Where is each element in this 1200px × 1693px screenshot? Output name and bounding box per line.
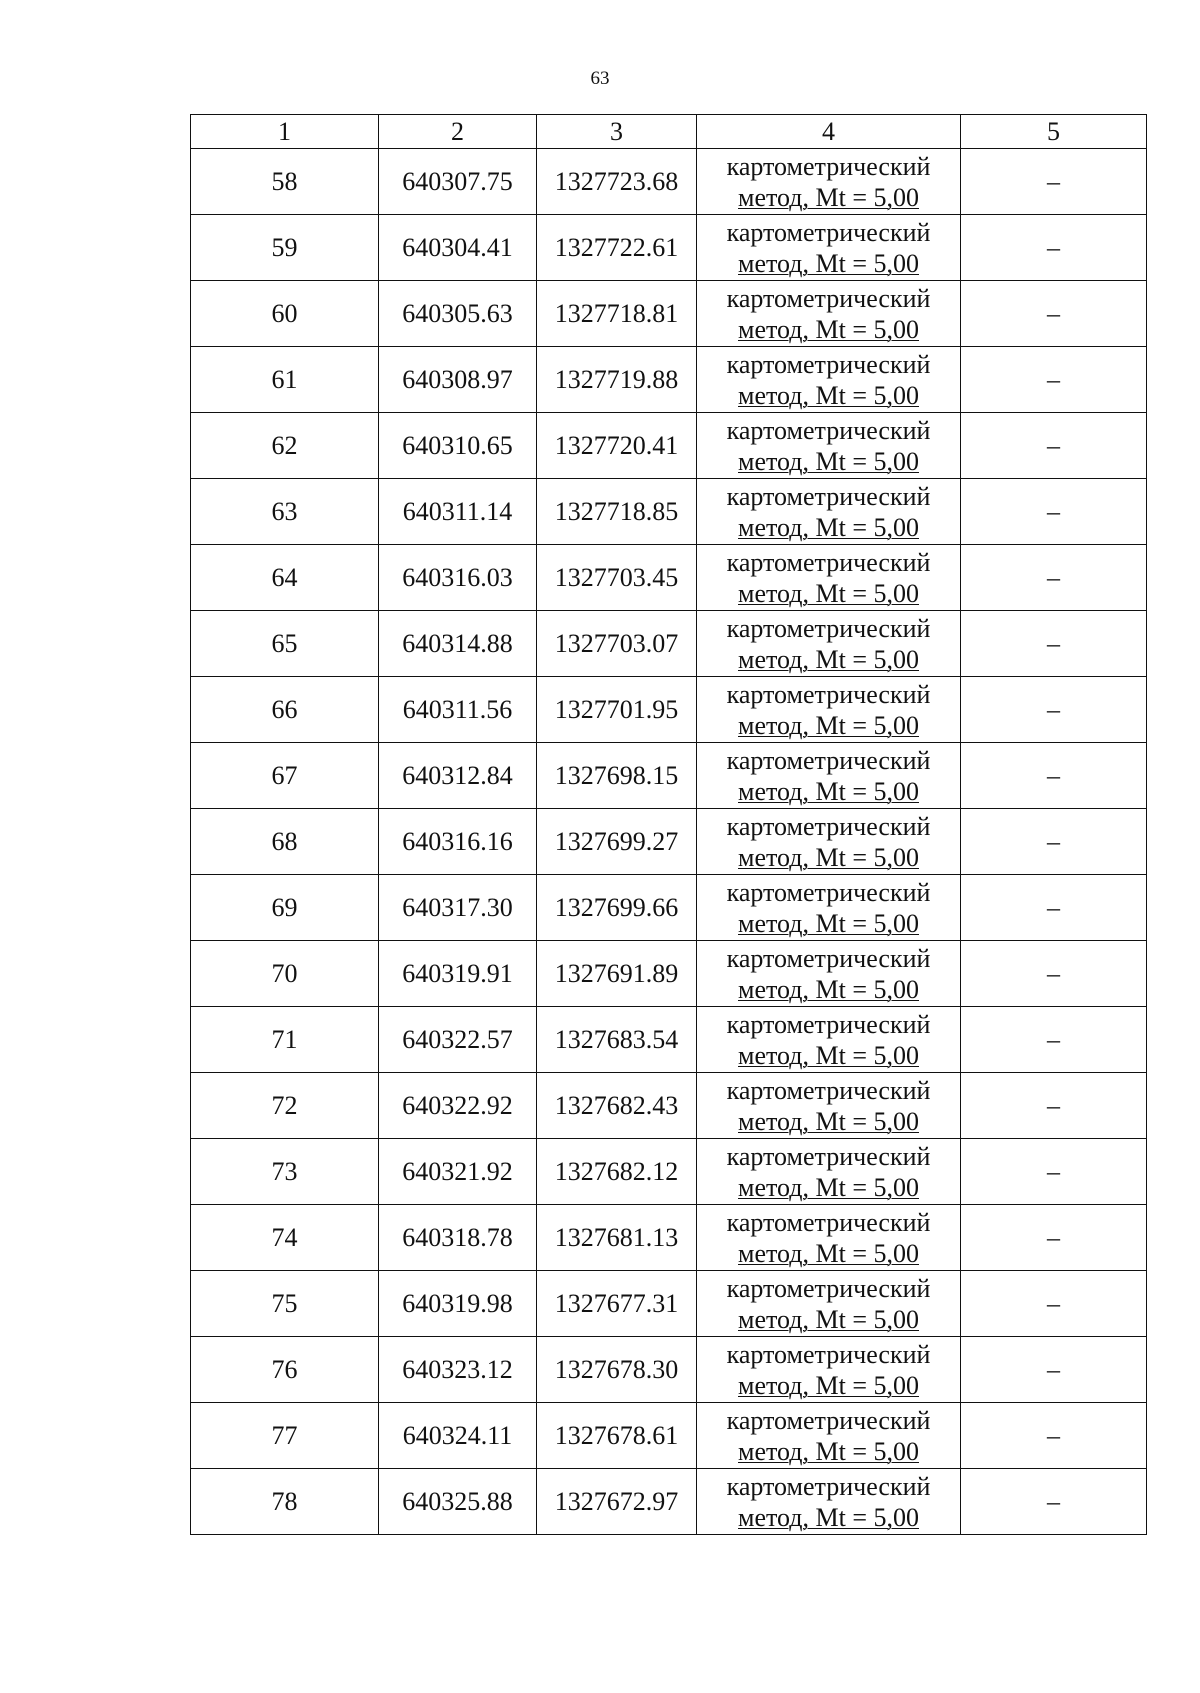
note-cell: – <box>961 1403 1147 1469</box>
method-line-1: картометрический <box>726 151 931 181</box>
method-line-2: метод, Mt = 5,00 <box>738 314 919 344</box>
y-coordinate-cell: 1327678.61 <box>537 1403 697 1469</box>
point-number-cell: 73 <box>191 1139 379 1205</box>
x-coordinate-cell: 640319.98 <box>379 1271 537 1337</box>
y-coordinate-cell: 1327723.68 <box>537 149 697 215</box>
method-line-2: метод, Mt = 5,00 <box>738 1502 919 1532</box>
method-line-2: метод, Mt = 5,00 <box>738 1040 919 1070</box>
y-coordinate-cell: 1327677.31 <box>537 1271 697 1337</box>
column-header-4: 4 <box>697 115 961 149</box>
x-coordinate-cell: 640305.63 <box>379 281 537 347</box>
y-coordinate-cell: 1327701.95 <box>537 677 697 743</box>
table-row <box>191 1403 1147 1469</box>
page-number: 63 <box>590 68 610 89</box>
point-number-cell: 68 <box>191 809 379 875</box>
table-row <box>191 1205 1147 1271</box>
method-line-2: метод, Mt = 5,00 <box>738 1172 919 1202</box>
point-number-cell: 74 <box>191 1205 379 1271</box>
method-line-2: метод, Mt = 5,00 <box>738 776 919 806</box>
point-number-cell: 64 <box>191 545 379 611</box>
y-coordinate-cell: 1327699.27 <box>537 809 697 875</box>
note-cell: – <box>961 677 1147 743</box>
x-coordinate-cell: 640310.65 <box>379 413 537 479</box>
table-row <box>191 413 1147 479</box>
method-line-1: картометрический <box>726 1009 931 1039</box>
method-cell <box>697 479 961 545</box>
point-number-cell: 70 <box>191 941 379 1007</box>
table-row <box>191 347 1147 413</box>
x-coordinate-cell: 640314.88 <box>379 611 537 677</box>
table-row <box>191 1337 1147 1403</box>
method-line-1: картометрический <box>726 415 931 445</box>
method-line-1: картометрический <box>726 349 931 379</box>
method-cell <box>697 743 961 809</box>
table-row <box>191 281 1147 347</box>
method-cell <box>697 149 961 215</box>
x-coordinate-cell: 640317.30 <box>379 875 537 941</box>
method-cell <box>697 875 961 941</box>
method-line-1: картометрический <box>726 877 931 907</box>
method-line-1: картометрический <box>726 1141 931 1171</box>
x-coordinate-cell: 640322.92 <box>379 1073 537 1139</box>
table-row <box>191 875 1147 941</box>
point-number-cell: 75 <box>191 1271 379 1337</box>
method-line-1: картометрический <box>726 1339 931 1369</box>
point-number-cell: 59 <box>191 215 379 281</box>
method-line-1: картометрический <box>726 217 931 247</box>
method-line-1: картометрический <box>726 1405 931 1435</box>
method-line-2: метод, Mt = 5,00 <box>738 908 919 938</box>
method-line-2: метод, Mt = 5,00 <box>738 182 919 212</box>
table-header-row <box>191 115 1147 149</box>
note-cell: – <box>961 347 1147 413</box>
x-coordinate-cell: 640304.41 <box>379 215 537 281</box>
y-coordinate-cell: 1327703.45 <box>537 545 697 611</box>
table-row <box>191 149 1147 215</box>
method-line-2: метод, Mt = 5,00 <box>738 710 919 740</box>
column-header-5: 5 <box>961 115 1147 149</box>
method-cell <box>697 1139 961 1205</box>
y-coordinate-cell: 1327722.61 <box>537 215 697 281</box>
method-cell <box>697 281 961 347</box>
x-coordinate-cell: 640321.92 <box>379 1139 537 1205</box>
point-number-cell: 63 <box>191 479 379 545</box>
note-cell: – <box>961 1469 1147 1535</box>
method-line-2: метод, Mt = 5,00 <box>738 1106 919 1136</box>
x-coordinate-cell: 640324.11 <box>379 1403 537 1469</box>
method-line-2: метод, Mt = 5,00 <box>738 248 919 278</box>
column-header-1: 1 <box>191 115 379 149</box>
method-line-2: метод, Mt = 5,00 <box>738 1304 919 1334</box>
note-cell: – <box>961 875 1147 941</box>
y-coordinate-cell: 1327718.85 <box>537 479 697 545</box>
method-cell <box>697 1271 961 1337</box>
point-number-cell: 69 <box>191 875 379 941</box>
table-row <box>191 215 1147 281</box>
note-cell: – <box>961 1337 1147 1403</box>
point-number-cell: 58 <box>191 149 379 215</box>
method-line-2: метод, Mt = 5,00 <box>738 512 919 542</box>
note-cell: – <box>961 1205 1147 1271</box>
x-coordinate-cell: 640322.57 <box>379 1007 537 1073</box>
x-coordinate-cell: 640316.16 <box>379 809 537 875</box>
table-row <box>191 1271 1147 1337</box>
column-header-2: 2 <box>379 115 537 149</box>
table-row <box>191 1073 1147 1139</box>
point-number-cell: 66 <box>191 677 379 743</box>
point-number-cell: 60 <box>191 281 379 347</box>
method-line-1: картометрический <box>726 283 931 313</box>
y-coordinate-cell: 1327703.07 <box>537 611 697 677</box>
note-cell: – <box>961 611 1147 677</box>
method-line-2: метод, Mt = 5,00 <box>738 1370 919 1400</box>
method-cell <box>697 1469 961 1535</box>
note-cell: – <box>961 149 1147 215</box>
method-line-1: картометрический <box>726 1075 931 1105</box>
point-number-cell: 67 <box>191 743 379 809</box>
coordinates-table <box>190 114 1147 1535</box>
y-coordinate-cell: 1327699.66 <box>537 875 697 941</box>
method-cell <box>697 413 961 479</box>
method-cell <box>697 809 961 875</box>
point-number-cell: 78 <box>191 1469 379 1535</box>
method-line-1: картометрический <box>726 1207 931 1237</box>
x-coordinate-cell: 640311.56 <box>379 677 537 743</box>
method-cell <box>697 1337 961 1403</box>
note-cell: – <box>961 479 1147 545</box>
table-row <box>191 545 1147 611</box>
x-coordinate-cell: 640325.88 <box>379 1469 537 1535</box>
table-body <box>191 149 1147 1535</box>
y-coordinate-cell: 1327681.13 <box>537 1205 697 1271</box>
y-coordinate-cell: 1327698.15 <box>537 743 697 809</box>
method-line-1: картометрический <box>726 679 931 709</box>
note-cell: – <box>961 1139 1147 1205</box>
note-cell: – <box>961 1271 1147 1337</box>
x-coordinate-cell: 640316.03 <box>379 545 537 611</box>
x-coordinate-cell: 640312.84 <box>379 743 537 809</box>
y-coordinate-cell: 1327682.43 <box>537 1073 697 1139</box>
note-cell: – <box>961 743 1147 809</box>
method-line-1: картометрический <box>726 811 931 841</box>
method-cell <box>697 545 961 611</box>
note-cell: – <box>961 1007 1147 1073</box>
method-cell <box>697 1073 961 1139</box>
table-row <box>191 1469 1147 1535</box>
method-line-2: метод, Mt = 5,00 <box>738 1238 919 1268</box>
note-cell: – <box>961 413 1147 479</box>
point-number-cell: 65 <box>191 611 379 677</box>
x-coordinate-cell: 640308.97 <box>379 347 537 413</box>
method-line-1: картометрический <box>726 481 931 511</box>
method-line-1: картометрический <box>726 1471 931 1501</box>
note-cell: – <box>961 545 1147 611</box>
method-cell <box>697 1403 961 1469</box>
note-cell: – <box>961 941 1147 1007</box>
table-row <box>191 941 1147 1007</box>
method-line-2: метод, Mt = 5,00 <box>738 842 919 872</box>
point-number-cell: 62 <box>191 413 379 479</box>
x-coordinate-cell: 640311.14 <box>379 479 537 545</box>
method-line-1: картометрический <box>726 943 931 973</box>
method-cell <box>697 215 961 281</box>
point-number-cell: 61 <box>191 347 379 413</box>
table-row <box>191 479 1147 545</box>
y-coordinate-cell: 1327678.30 <box>537 1337 697 1403</box>
point-number-cell: 76 <box>191 1337 379 1403</box>
y-coordinate-cell: 1327672.97 <box>537 1469 697 1535</box>
table-row <box>191 677 1147 743</box>
method-line-2: метод, Mt = 5,00 <box>738 1436 919 1466</box>
method-cell <box>697 677 961 743</box>
method-line-2: метод, Mt = 5,00 <box>738 644 919 674</box>
y-coordinate-cell: 1327683.54 <box>537 1007 697 1073</box>
method-line-2: метод, Mt = 5,00 <box>738 578 919 608</box>
method-cell <box>697 611 961 677</box>
x-coordinate-cell: 640319.91 <box>379 941 537 1007</box>
y-coordinate-cell: 1327718.81 <box>537 281 697 347</box>
note-cell: – <box>961 281 1147 347</box>
point-number-cell: 77 <box>191 1403 379 1469</box>
method-line-1: картометрический <box>726 1273 931 1303</box>
x-coordinate-cell: 640307.75 <box>379 149 537 215</box>
method-line-2: метод, Mt = 5,00 <box>738 446 919 476</box>
table-row <box>191 1139 1147 1205</box>
method-line-2: метод, Mt = 5,00 <box>738 380 919 410</box>
table-row <box>191 743 1147 809</box>
point-number-cell: 71 <box>191 1007 379 1073</box>
point-number-cell: 72 <box>191 1073 379 1139</box>
table-row <box>191 1007 1147 1073</box>
column-header-3: 3 <box>537 115 697 149</box>
x-coordinate-cell: 640318.78 <box>379 1205 537 1271</box>
y-coordinate-cell: 1327720.41 <box>537 413 697 479</box>
note-cell: – <box>961 215 1147 281</box>
table-row <box>191 809 1147 875</box>
method-line-1: картометрический <box>726 547 931 577</box>
x-coordinate-cell: 640323.12 <box>379 1337 537 1403</box>
note-cell: – <box>961 809 1147 875</box>
method-line-1: картометрический <box>726 745 931 775</box>
y-coordinate-cell: 1327719.88 <box>537 347 697 413</box>
method-cell <box>697 347 961 413</box>
note-cell: – <box>961 1073 1147 1139</box>
method-cell <box>697 941 961 1007</box>
method-cell <box>697 1205 961 1271</box>
method-line-2: метод, Mt = 5,00 <box>738 974 919 1004</box>
y-coordinate-cell: 1327682.12 <box>537 1139 697 1205</box>
method-line-1: картометрический <box>726 613 931 643</box>
y-coordinate-cell: 1327691.89 <box>537 941 697 1007</box>
table-row <box>191 611 1147 677</box>
method-cell <box>697 1007 961 1073</box>
